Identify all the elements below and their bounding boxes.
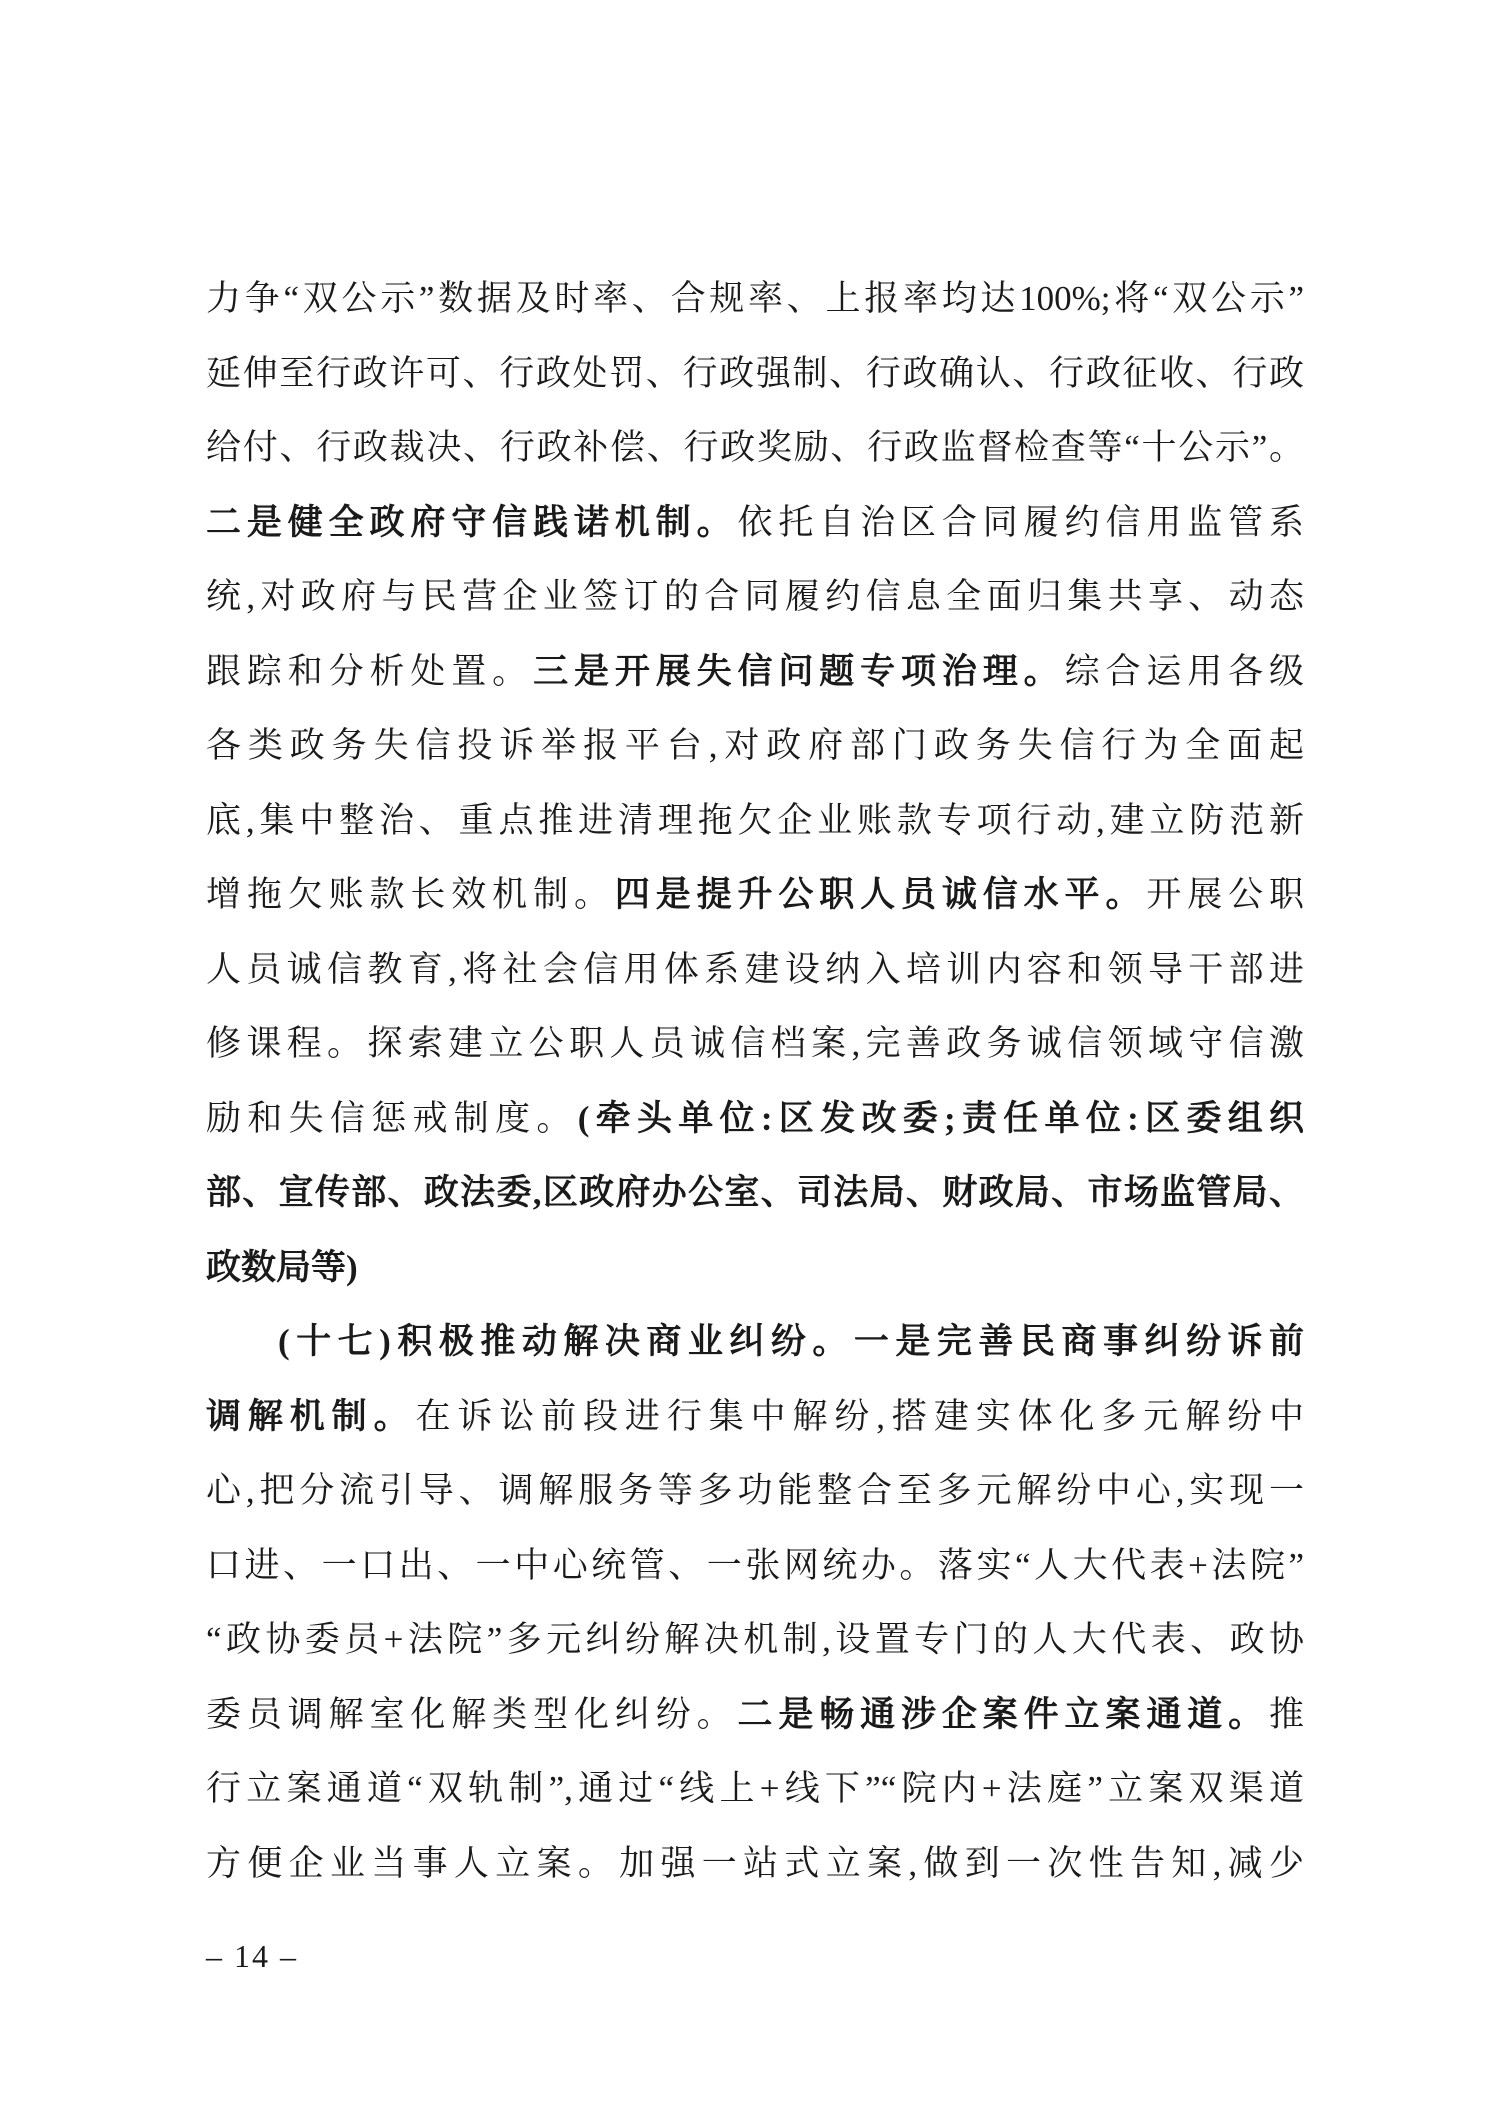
text-line — [206, 1752, 1304, 1827]
text-segment: 综合运用各级 — [1064, 651, 1304, 691]
text-segment: 人员诚信教育,将社会信用体系建设纳入培训内容和领导干部进 — [206, 949, 1304, 989]
text-line — [206, 1454, 1304, 1529]
text-segment: 开展公职 — [1146, 875, 1304, 914]
text-line — [206, 262, 1304, 337]
text-line — [206, 1529, 1304, 1604]
bold-text-segment: 部、宣传部、政法委,区政府办公室、司法局、财政局、市场监管局、 — [206, 1173, 1304, 1212]
text-segment: 心,把分流引导、调解服务等多功能整合至多元解纷中心,实现一 — [206, 1471, 1304, 1510]
text-line — [206, 1678, 1304, 1753]
text-line — [206, 635, 1304, 710]
text-line — [206, 709, 1304, 784]
text-line — [206, 411, 1304, 486]
text-segment: 在诉讼前段进行集中解纷,搭建实体化多元解纷中 — [415, 1396, 1304, 1436]
text-line — [206, 933, 1304, 1008]
text-segment: 励和失信惩戒制度。 — [206, 1098, 578, 1138]
text-line — [206, 1603, 1304, 1678]
bold-text-segment: 调解机制。 — [206, 1396, 416, 1436]
text-segment: 修课程。探索建立公职人员诚信档案,完善政务诚信领域守信激 — [206, 1024, 1304, 1063]
text-line — [206, 1827, 1304, 1902]
text-segment: 方便企业当事人立案。加强一站式立案,做到一次性告知,减少 — [206, 1843, 1304, 1883]
page-number: – 14 – — [206, 1938, 298, 1974]
text-segment: 力争“双公示”数据及时率、合规率、上报率均达100%;将“双公示” — [206, 279, 1304, 318]
bold-text-segment: (牵头单位:区发改委;责任单位:区委组织 — [577, 1098, 1304, 1138]
text-line — [206, 1082, 1304, 1157]
text-line — [206, 486, 1304, 561]
text-line — [206, 1156, 1304, 1231]
text-segment: 增拖欠账款长效机制。 — [206, 875, 615, 914]
bold-text-segment: 三是开展失信问题专项治理。 — [533, 651, 1065, 691]
bold-text-segment: 四是提升公职人员诚信水平。 — [614, 875, 1147, 914]
text-line — [206, 1380, 1304, 1455]
text-segment: “政协委员+法院”多元纠纷解决机制,设置专门的人大代表、政协 — [206, 1620, 1304, 1659]
text-line — [206, 1007, 1304, 1082]
bold-text-segment: 政数局等) — [206, 1247, 358, 1287]
text-segment: 给付、行政裁决、行政补偿、行政奖励、行政监督检查等“十公示”。 — [206, 428, 1304, 467]
bold-text-segment: (十七)积极推动解决商业纠纷。一是完善民商事纠纷诉前 — [278, 1322, 1304, 1361]
text-line — [206, 858, 1304, 933]
text-line — [206, 1231, 1304, 1306]
text-segment: 委员调解室化解类型化纠纷。 — [206, 1694, 738, 1734]
text-line — [206, 337, 1304, 412]
bold-text-segment: 二是健全政府守信践诺机制。 — [206, 502, 738, 542]
text-segment: 统,对政府与民营企业签订的合同履约信息全面归集共享、动态 — [206, 577, 1304, 616]
text-line — [206, 560, 1304, 635]
text-segment: 口进、一口出、一中心统管、一张网统办。落实“人大代表+法院” — [206, 1545, 1304, 1585]
text-line — [206, 784, 1304, 859]
bold-text-segment: 二是畅通涉企案件立案通道。 — [737, 1694, 1269, 1734]
text-segment: 行立案通道“双轨制”,通过“线上+线下”“院内+法庭”立案双渠道 — [206, 1769, 1304, 1808]
text-segment: 底,集中整治、重点推进清理拖欠企业账款专项行动,建立防范新 — [206, 800, 1304, 840]
text-line — [206, 1305, 1304, 1380]
text-segment: 推 — [1268, 1694, 1304, 1734]
text-segment: 依托自治区合同履约信用监管系 — [737, 502, 1304, 542]
text-segment: 各类政务失信投诉举报平台,对政府部门政务失信行为全面起 — [206, 726, 1304, 765]
document-body — [206, 262, 1304, 1901]
text-segment: 跟踪和分析处置。 — [206, 651, 534, 691]
text-segment: 延伸至行政许可、行政处罚、行政强制、行政确认、行政征收、行政 — [206, 353, 1304, 393]
